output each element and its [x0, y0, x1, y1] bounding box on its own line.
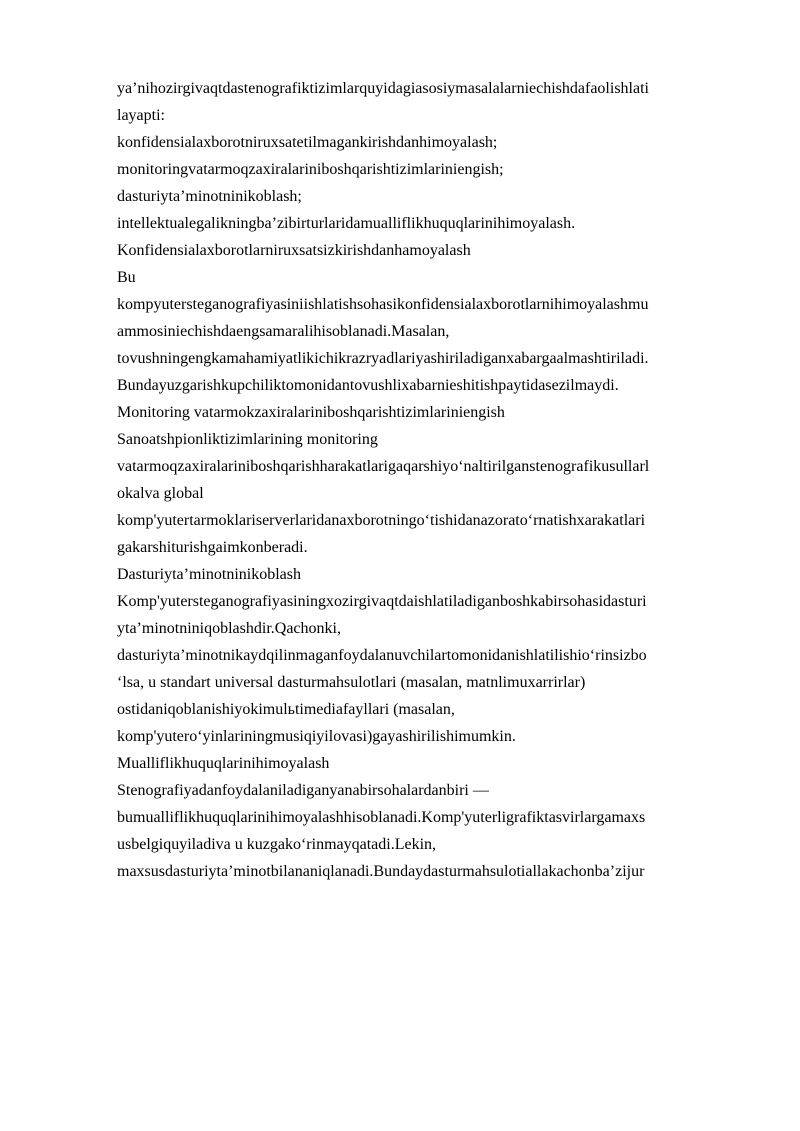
- list-item-monitoring: monitoringvatarmoqzaxiralariniboshqarishtizimlariniengish;: [117, 161, 504, 178]
- text-line-10: ammosiniechishdaengsamaralihisoblanadi.Masalan,: [117, 323, 450, 340]
- text-line-11: tovushningengkamahamiyatlikichikrazryadlariyashiriladiganxabargaalmashtiriladi.: [117, 350, 649, 367]
- section-heading-confidential: Konfidensialaxborotlarniruxsatsizkirishdanhamoyalash: [117, 242, 471, 259]
- text-line-20: Komp'yutersteganografiyasiningxozirgivaqtdaishlatiladiganboshkabirsohasidasturi: [117, 593, 647, 610]
- text-line-17: komp'yutertarmoklariserverlaridanaxborotningo‘tishidanazorato‘rnatishxarakatlari: [117, 512, 646, 529]
- text-line-29: usbelgiquyiladiva u kuzgako‘rinmayqatadi.Lekin,: [117, 836, 437, 853]
- section-heading-copyright: Mualliflikhuquqlarinihimoyalash: [117, 755, 330, 772]
- section-heading-software: Dasturiyta’minotninikoblash: [117, 566, 301, 583]
- text-line-9: kompyutersteganografiyasiniishlatishsohasikonfidensialaxborotlarnihimoyalashmu: [117, 296, 649, 313]
- text-line-27: Stenografiyadanfoydalaniladiganyanabirsohalardanbiri —: [117, 782, 489, 799]
- list-item-confidential: konfidensialaxborotniruxsatetilmagankirishdanhimoyalash;: [117, 134, 498, 151]
- document-page: [117, 75, 745, 885]
- text-line-14: Sanoatshpionliktizimlarining monitoring: [117, 431, 378, 448]
- section-heading-monitoring: Monitoring vatarmokzaxiralariniboshqarishtizimlariniengish: [117, 404, 505, 421]
- list-item-software: dasturiyta’minotninikoblash;: [117, 188, 302, 205]
- text-line-22: dasturiyta’minotnikaydqilinmaganfoydalanuvchilartomonidanishlatilishio‘rinsizbo: [117, 647, 647, 664]
- text-line-12: Bundayuzgarishkupchiliktomonidantovushlixabarnieshitishpaytidasezilmaydi.: [117, 377, 619, 394]
- list-item-copyright: intellektualegalikningba’zibirturlaridamualliflikhuquqlarinihimoyalash.: [117, 215, 576, 232]
- text-line-1: ya’nihozirgivaqtdastenografiktizimlarquyidagiasosiymasalalarniechishdafaolishlati: [117, 80, 649, 97]
- text-line-18: gakarshiturishgaimkonberadi.: [117, 539, 308, 556]
- text-line-24: ostidaniqoblanishiyokimulьtimediafayllari (masalan,: [117, 701, 455, 718]
- text-line-8: Bu: [117, 269, 136, 286]
- text-line-28: bumualliflikhuquqlarinihimoyalashhisoblanadi.Komp'yuterligrafiktasvirlargamaxs: [117, 809, 646, 826]
- text-line-25: komp'yutero‘yinlariningmusiqiyilovasi)gayashirilishimumkin.: [117, 728, 516, 745]
- text-line-21: yta’minotniniqoblashdir.Qachonki,: [117, 620, 341, 637]
- text-line-16: okalva global: [117, 485, 204, 502]
- text-line-15: vatarmoqzaxiralariniboshqarishharakatlarigaqarshiyo‘naltirilganstenografikusullarl: [117, 458, 650, 475]
- text-line-23: ‘lsa, u standart universal dasturmahsulotlari (masalan, matnlimuxarrirlar): [117, 674, 586, 691]
- text-line-2: layapti:: [117, 107, 165, 124]
- text-line-30: maxsusdasturiyta’minotbilananiqlanadi.Bundaydasturmahsulotiallakachonba’zijur: [117, 863, 645, 880]
